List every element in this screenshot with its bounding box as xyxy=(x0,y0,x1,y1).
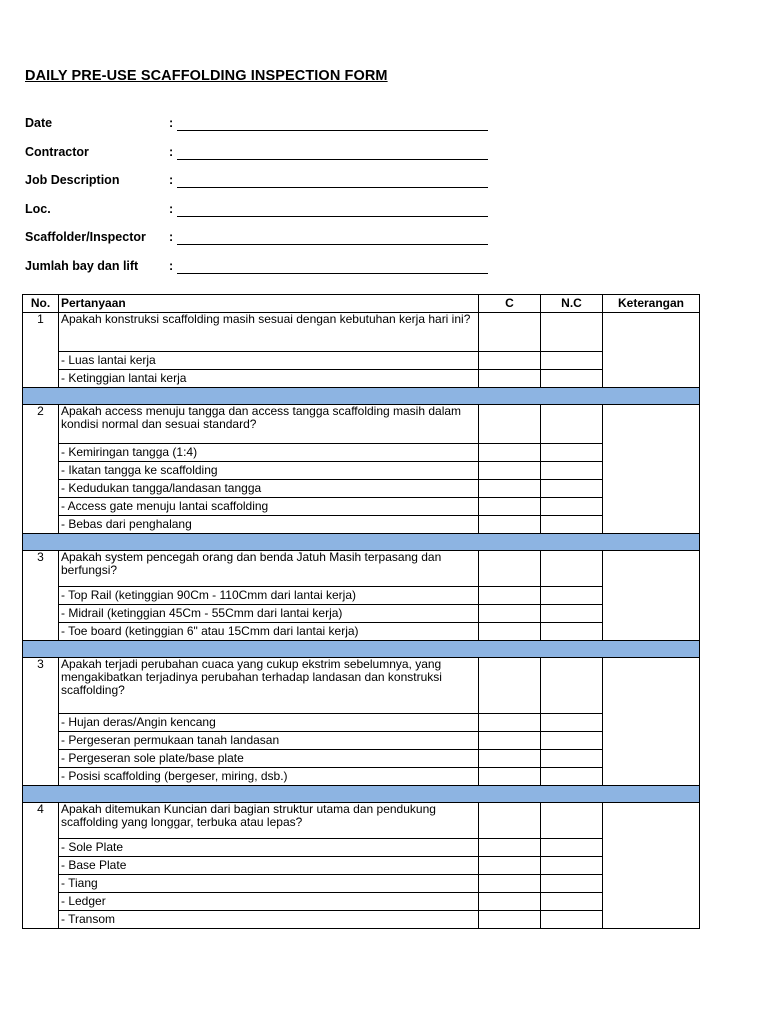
field-label: Scaffolder/Inspector xyxy=(25,230,146,244)
nc-checkbox[interactable] xyxy=(541,605,603,623)
remarks-cell[interactable] xyxy=(603,803,700,929)
table-row xyxy=(23,498,700,516)
c-checkbox[interactable] xyxy=(479,623,541,641)
c-checkbox[interactable] xyxy=(479,839,541,857)
field-scaffolder-inspector[interactable] xyxy=(25,230,495,259)
question-text: Apakah ditemukan Kuncian dari bagian struktur utama dan pendukung scaffolding yang longgar, terbuka atau lepas? xyxy=(59,803,479,839)
inspection-table xyxy=(22,294,700,929)
item-text: - Kedudukan tangga/landasan tangga xyxy=(59,480,479,498)
table-row xyxy=(23,839,700,857)
c-checkbox[interactable] xyxy=(479,911,541,929)
table-row xyxy=(23,444,700,462)
separator-row xyxy=(23,641,700,658)
nc-checkbox[interactable] xyxy=(541,444,603,462)
table-row xyxy=(23,313,700,352)
table-row xyxy=(23,911,700,929)
c-checkbox[interactable] xyxy=(479,480,541,498)
nc-checkbox[interactable] xyxy=(541,480,603,498)
table-row xyxy=(23,732,700,750)
remarks-cell[interactable] xyxy=(603,313,700,388)
item-text: - Sole Plate xyxy=(59,839,479,857)
field-colon: : xyxy=(169,258,174,273)
item-text: - Top Rail (ketinggian 90Cm - 110Cmm dari lantai kerja) xyxy=(59,587,479,605)
item-text: - Pergeseran sole plate/base plate xyxy=(59,750,479,768)
nc-checkbox[interactable] xyxy=(541,875,603,893)
table-row xyxy=(23,750,700,768)
item-text: - Kemiringan tangga (1:4) xyxy=(59,444,479,462)
table-row xyxy=(23,516,700,534)
table-row xyxy=(23,875,700,893)
field-contractor[interactable] xyxy=(25,145,495,174)
item-text: - Ketinggian lantai kerja xyxy=(59,370,479,388)
c-checkbox[interactable] xyxy=(479,768,541,786)
c-checkbox[interactable] xyxy=(479,893,541,911)
field-colon: : xyxy=(169,230,174,244)
remarks-cell[interactable] xyxy=(603,658,700,786)
nc-checkbox[interactable] xyxy=(541,857,603,875)
table-row xyxy=(23,480,700,498)
nc-checkbox[interactable] xyxy=(541,462,603,480)
item-text: - Pergeseran permukaan tanah landasan xyxy=(59,732,479,750)
field-date[interactable] xyxy=(25,116,495,145)
nc-checkbox[interactable] xyxy=(541,714,603,732)
remarks-cell[interactable] xyxy=(603,405,700,534)
nc-checkbox[interactable] xyxy=(541,911,603,929)
c-checkbox[interactable] xyxy=(479,498,541,516)
table-row xyxy=(23,768,700,786)
c-checkbox[interactable] xyxy=(479,875,541,893)
nc-checkbox[interactable] xyxy=(541,551,603,587)
field-colon: : xyxy=(169,144,174,159)
field-job-description[interactable] xyxy=(25,173,495,202)
nc-checkbox[interactable] xyxy=(541,750,603,768)
field-colon: : xyxy=(169,201,174,216)
c-checkbox[interactable] xyxy=(479,444,541,462)
question-text: Apakah konstruksi scaffolding masih sesuai dengan kebutuhan kerja hari ini? xyxy=(59,313,479,352)
c-checkbox[interactable] xyxy=(479,714,541,732)
header-question: Pertanyaan xyxy=(59,295,479,313)
nc-checkbox[interactable] xyxy=(541,313,603,352)
field-label: Date xyxy=(25,116,53,130)
c-checkbox[interactable] xyxy=(479,462,541,480)
table-row xyxy=(23,352,700,370)
c-checkbox[interactable] xyxy=(479,370,541,388)
item-text: - Luas lantai kerja xyxy=(59,352,479,370)
row-number: 4 xyxy=(23,803,59,929)
item-text: - Toe board (ketinggian 6" atau 15Cmm dari lantai kerja) xyxy=(59,623,479,641)
separator-row xyxy=(23,786,700,803)
job-description-input-line[interactable] xyxy=(177,187,488,188)
nc-checkbox[interactable] xyxy=(541,352,603,370)
nc-checkbox[interactable] xyxy=(541,405,603,444)
nc-checkbox[interactable] xyxy=(541,839,603,857)
row-number: 2 xyxy=(23,405,59,534)
contractor-input-line[interactable] xyxy=(177,159,488,160)
c-checkbox[interactable] xyxy=(479,587,541,605)
table-row xyxy=(23,803,700,839)
table-row xyxy=(23,587,700,605)
c-checkbox[interactable] xyxy=(479,551,541,587)
c-checkbox[interactable] xyxy=(479,405,541,444)
field-colon: : xyxy=(169,173,174,187)
c-checkbox[interactable] xyxy=(479,313,541,352)
item-text: - Tiang xyxy=(59,875,479,893)
item-text: - Midrail (ketinggian 45Cm - 55Cmm dari lantai kerja) xyxy=(59,605,479,623)
table-row xyxy=(23,658,700,714)
c-checkbox[interactable] xyxy=(479,605,541,623)
separator-row xyxy=(23,388,700,405)
table-row xyxy=(23,462,700,480)
field-bay-lift[interactable] xyxy=(25,259,495,288)
nc-checkbox[interactable] xyxy=(541,732,603,750)
row-number: 3 xyxy=(23,551,59,641)
separator-row xyxy=(23,534,700,551)
item-text: - Transom xyxy=(59,911,479,929)
item-text: - Ikatan tangga ke scaffolding xyxy=(59,462,479,480)
bay-lift-input-line[interactable] xyxy=(177,273,488,274)
header-no: No. xyxy=(23,295,59,313)
field-label: Contractor xyxy=(25,144,89,159)
row-number: 3 xyxy=(23,658,59,786)
header-fields xyxy=(25,116,495,287)
field-colon: : xyxy=(169,116,174,130)
item-text: - Ledger xyxy=(59,893,479,911)
date-input-line[interactable] xyxy=(177,130,488,131)
header-c: C xyxy=(479,295,541,313)
table-row xyxy=(23,405,700,444)
nc-checkbox[interactable] xyxy=(541,587,603,605)
c-checkbox[interactable] xyxy=(479,516,541,534)
table-row xyxy=(23,370,700,388)
scaffolder-inspector-input-line[interactable] xyxy=(177,244,488,245)
nc-checkbox[interactable] xyxy=(541,516,603,534)
c-checkbox[interactable] xyxy=(479,857,541,875)
item-text: - Base Plate xyxy=(59,857,479,875)
c-checkbox[interactable] xyxy=(479,352,541,370)
item-text: - Hujan deras/Angin kencang xyxy=(59,714,479,732)
table-row xyxy=(23,857,700,875)
form-title: DAILY PRE-USE SCAFFOLDING INSPECTION FORM xyxy=(25,68,388,84)
nc-checkbox[interactable] xyxy=(541,768,603,786)
item-text: - Posisi scaffolding (bergeser, miring, dsb.) xyxy=(59,768,479,786)
nc-checkbox[interactable] xyxy=(541,893,603,911)
field-location[interactable] xyxy=(25,202,495,231)
item-text: - Bebas dari penghalang xyxy=(59,516,479,534)
c-checkbox[interactable] xyxy=(479,658,541,714)
header-nc: N.C xyxy=(541,295,603,313)
table-row xyxy=(23,551,700,587)
nc-checkbox[interactable] xyxy=(541,658,603,714)
header-remarks: Keterangan xyxy=(603,295,700,313)
question-text: Apakah system pencegah orang dan benda Jatuh Masih terpasang dan berfungsi? xyxy=(59,551,479,587)
c-checkbox[interactable] xyxy=(479,732,541,750)
field-label: Job Description xyxy=(25,173,120,187)
field-label: Loc. xyxy=(25,201,51,216)
table-row xyxy=(23,623,700,641)
field-label: Jumlah bay dan lift xyxy=(25,258,139,273)
item-text: - Access gate menuju lantai scaffolding xyxy=(59,498,479,516)
question-text: Apakah terjadi perubahan cuaca yang cukup ekstrim sebelumnya, yang mengakibatkan terjadinya perubahan terhadap landasan dan konstruksi scaffolding? xyxy=(59,658,479,714)
table-row xyxy=(23,714,700,732)
c-checkbox[interactable] xyxy=(479,803,541,839)
nc-checkbox[interactable] xyxy=(541,498,603,516)
table-row xyxy=(23,893,700,911)
table-row xyxy=(23,605,700,623)
nc-checkbox[interactable] xyxy=(541,623,603,641)
table-header-row xyxy=(23,295,700,313)
nc-checkbox[interactable] xyxy=(541,370,603,388)
location-input-line[interactable] xyxy=(177,216,488,217)
c-checkbox[interactable] xyxy=(479,750,541,768)
question-text: Apakah access menuju tangga dan access tangga scaffolding masih dalam kondisi normal dan sesuai standard? xyxy=(59,405,479,444)
row-number: 1 xyxy=(23,313,59,388)
remarks-cell[interactable] xyxy=(603,551,700,641)
nc-checkbox[interactable] xyxy=(541,803,603,839)
